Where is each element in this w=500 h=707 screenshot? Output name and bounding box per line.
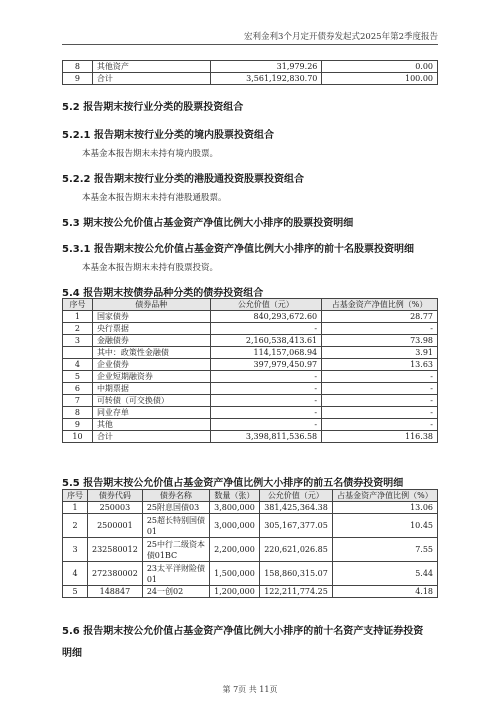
col-header: 占基金资产净值比例（%） [322,299,438,311]
table-cell: 2,160,538,413.61 [210,335,322,347]
section-5-2-title: 5.2 报告期末按行业分类的股票投资组合 [62,102,244,113]
table-cell: - [322,323,438,335]
table-row [63,311,438,323]
table-cell: - [322,407,438,419]
table-cell: 8 [63,407,93,419]
table-row [63,562,438,586]
table-cell: - [322,383,438,395]
table-cell: 3,800,000 [210,502,260,514]
section-5-3-title: 5.3 期末按公允价值占基金资产净值比例大小排序的股票投资明细 [62,218,354,229]
table-row [63,359,438,371]
table-cell: - [210,323,322,335]
table-row [63,502,438,514]
table-cell: 13.63 [322,359,438,371]
table-cell: 5 [63,586,88,598]
col-header: 公允价值（元） [259,490,332,502]
table-row [63,586,438,598]
table-cell: 9 [63,73,93,85]
table-cell: 73.98 [322,335,438,347]
table-cell: 272380002 [88,562,143,586]
table-cell: 可转债（可交换债） [92,395,210,407]
table-cell: 4 [63,562,88,586]
table-row [63,431,438,443]
table-cell: - [210,395,322,407]
section-5-5-title: 5.5 报告期末按公允价值占基金资产净值比例大小排序的前五名债券投资明细 [62,478,404,489]
table-cell: 116.38 [322,431,438,443]
table-cell: 8 [63,61,93,73]
table-row [63,407,438,419]
table-cell: 7.55 [332,538,437,562]
table-cell: 397,979,450.97 [210,359,322,371]
bond-name-line: 25超长特别国债 [146,515,205,525]
table-cell: 合计 [92,431,210,443]
section-5-3-1-title: 5.3.1 报告期末按公允价值占基金资产净值比例大小排序的前十名股票投资明细 [62,244,414,255]
section-5-3-1-text: 本基金本报告期末未持有股票投资。 [82,263,219,273]
table-row [63,395,438,407]
asset-allocation-table [62,60,438,85]
table-cell: 企业短期融资券 [92,371,210,383]
table-cell: 3 [63,538,88,562]
table-cell [63,347,93,359]
table-row [63,61,438,73]
table-cell: 1 [63,502,88,514]
top-bonds-table-header [63,490,438,502]
table-cell: 148847 [88,586,143,598]
table-cell: 250003 [88,502,143,514]
table-cell: 3 [63,335,93,347]
table-cell: 305,167,377.05 [259,514,332,538]
table-cell: - [322,371,438,383]
table-cell: - [210,383,322,395]
bond-type-table [62,298,438,443]
bond-name-line: 01 [146,526,157,536]
bond-name-line: 25中行二级资本 [146,539,205,549]
table-row [63,383,438,395]
bond-name-cell [142,562,209,586]
table-row [63,514,438,538]
table-row [63,538,438,562]
table-cell: 2 [63,323,93,335]
table-cell: 2 [63,514,88,538]
table-cell: 5 [63,371,93,383]
table-cell: 0.00 [322,61,438,73]
table-cell: 3.91 [322,347,438,359]
top-bonds-table [62,489,438,598]
table-cell: 840,293,672.60 [210,311,322,323]
section-5-2-2-title: 5.2.2 报告期末按行业分类的港股通投资股票投资组合 [62,174,304,185]
table-cell: 4.18 [332,586,437,598]
table-cell: 158,860,315.07 [259,562,332,586]
table-cell: 1,200,000 [210,586,260,598]
col-header: 序号 [63,299,93,311]
table-cell: 232580012 [88,538,143,562]
table-cell: 国家债券 [92,311,210,323]
bond-name-cell [142,538,209,562]
bond-name-line: 债01BC [146,550,178,560]
table-cell: 5.44 [332,562,437,586]
table-cell: 其他资产 [92,61,210,73]
bond-name-line: 01 [146,574,157,584]
table-cell: 122,211,774.25 [259,586,332,598]
table-row [63,323,438,335]
col-header: 债券品种 [92,299,210,311]
table-row [63,347,438,359]
table-cell: 其中：政策性金融债 [92,347,210,359]
table-cell: 1,500,000 [210,562,260,586]
table-cell: 9 [63,419,93,431]
table-cell: 31,979.26 [210,61,322,73]
col-header: 占基金资产净值比例（%） [332,490,437,502]
page-footer: 第 7页 共 11页 [222,685,278,694]
table-cell: 10 [63,431,93,443]
table-row [63,371,438,383]
table-cell: 金融债券 [92,335,210,347]
page-header: 宏利金利3个月定开债券发起式2025年第2季度报告 [62,30,438,45]
table-cell: 合计 [92,73,210,85]
table-cell: 3,000,000 [210,514,260,538]
table-cell: 381,425,364.38 [259,502,332,514]
bond-name-cell [142,502,209,514]
section-5-2-2-text: 本基金本报告期末未持有港股通股票。 [82,193,227,203]
col-header: 债券名称 [142,490,209,502]
table-cell: - [210,371,322,383]
section-5-6-title-line1: 5.6 报告期末按公允价值占基金资产净值比例大小排序的前十名资产支持证券投资 [62,626,424,637]
table-cell: 企业债券 [92,359,210,371]
table-cell: 220,621,026.85 [259,538,332,562]
section-5-2-1-title: 5.2.1 报告期末按行业分类的境内股票投资组合 [62,130,274,141]
table-cell: 28.77 [322,311,438,323]
table-cell: 114,157,068.94 [210,347,322,359]
col-header: 序号 [63,490,88,502]
table-cell: 4 [63,359,93,371]
table-cell: 3,398,811,536.58 [210,431,322,443]
bond-name-line: 25附息国债03 [146,503,200,512]
table-cell: 中期票据 [92,383,210,395]
bond-name-cell [142,514,209,538]
table-cell: - [322,395,438,407]
table-row [63,73,438,85]
table-cell: 6 [63,383,93,395]
table-cell: 7 [63,395,93,407]
section-5-4-title: 5.4 报告期末按债券品种分类的债券投资组合 [62,288,264,299]
table-cell: 3,561,192,830.70 [210,73,322,85]
table-row [63,419,438,431]
table-cell: 2,200,000 [210,538,260,562]
table-cell: 2500001 [88,514,143,538]
table-cell: 100.00 [322,73,438,85]
bond-name-line: 23太平洋财险债 [146,563,205,573]
table-cell: 10.45 [332,514,437,538]
section-5-6-title-line2: 明细 [62,648,82,659]
col-header: 公允价值（元） [210,299,322,311]
table-cell: 同业存单 [92,407,210,419]
col-header: 数量（张） [210,490,260,502]
table-cell: 央行票据 [92,323,210,335]
table-cell: 13.06 [332,502,437,514]
table-cell: - [322,419,438,431]
table-cell: 其他 [92,419,210,431]
table-row [63,335,438,347]
table-cell: 1 [63,311,93,323]
section-5-2-1-text: 本基金本报告期末未持有境内股票。 [82,149,219,159]
table-cell: - [210,419,322,431]
bond-type-table-header [63,299,438,311]
bond-name-line: 24一创02 [146,587,184,596]
bond-name-cell [142,586,209,598]
table-cell: - [210,407,322,419]
col-header: 债券代码 [88,490,143,502]
